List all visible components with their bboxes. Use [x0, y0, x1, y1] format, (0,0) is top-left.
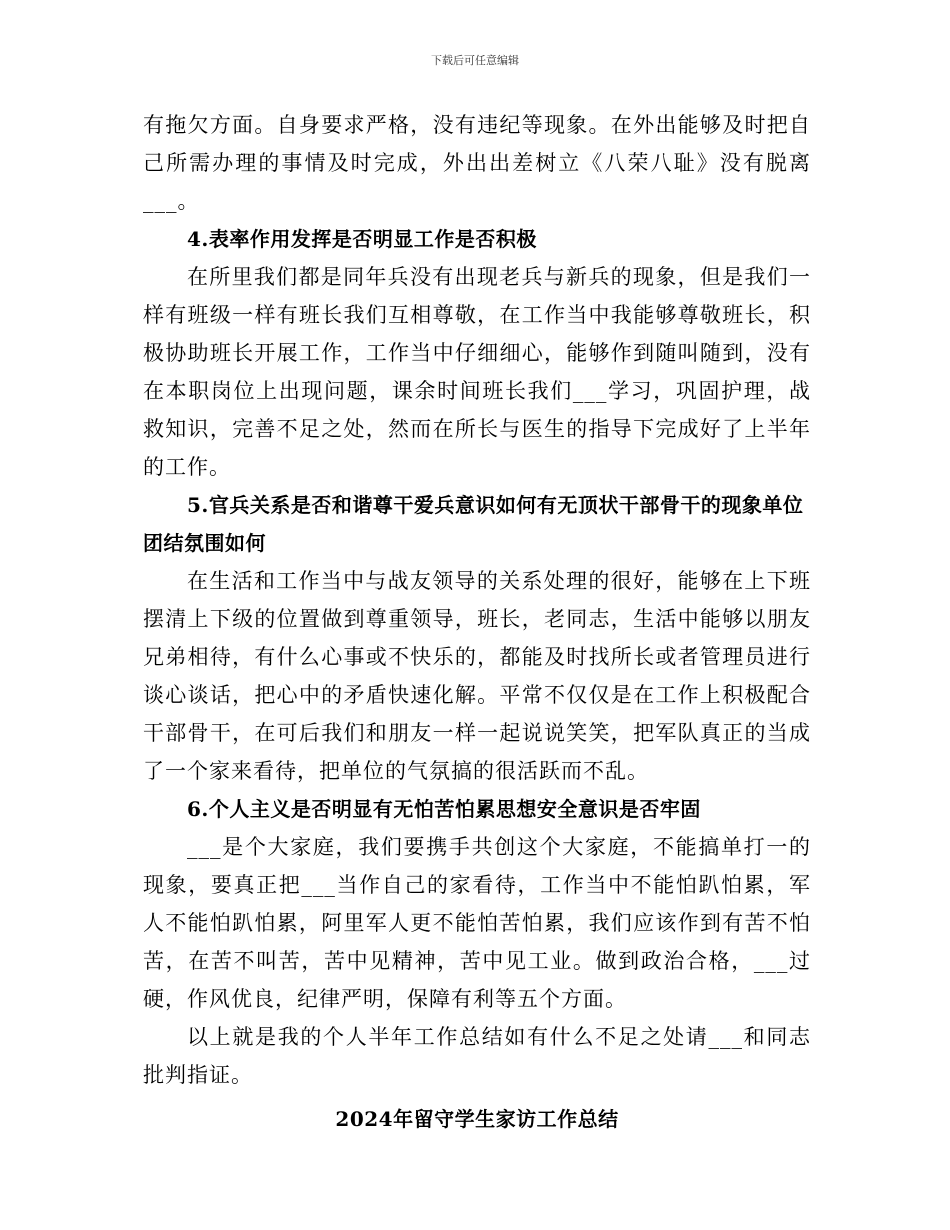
paragraph: 在所里我们都是同年兵没有出现老兵与新兵的现象，但是我们一样有班级一样有班长我们互相尊敬，在工作当中我能够尊敬班长，积极协助班长开展工作，工作当中仔细细心，能够作到随叫随到，没有在本职岗位上出现问题，课余时间班长我们___学习，巩固护理，战救知识，完善不足之处，然而在所长与医生的指导下完成好了上半年的工作。 [143, 265, 811, 479]
paragraph: 在生活和工作当中与战友领导的关系处理的很好，能够在上下班摆清上下级的位置做到尊重领导，班长，老同志，生活中能够以朋友兄弟相待，有什么心事或不快乐的，都能及时找所长或者管理员进行谈心谈话，把心中的矛盾快速化解。平常不仅仅是在工作上积极配合干部骨干，在可后我们和朋友一样一起说说笑笑，把军队真正的当成了一个家来看待，把单位的气氛搞的很活跃而不乱。 [143, 569, 811, 783]
document-body [143, 106, 811, 1138]
page-header: 下载后可任意编辑 [431, 54, 519, 67]
section-heading: 6.个人主义是否明显有无怕苦怕累思想安全意识是否牢固 [187, 797, 701, 821]
paragraph: 有拖欠方面。自身要求严格，没有违纪等现象。在外出能够及时把自己所需办理的事情及时完成，外出出差树立《八荣八耻》没有脱离___。 [143, 113, 811, 213]
paragraph: 以上就是我的个人半年工作总结如有什么不足之处请___和同志批判指证。 [143, 1025, 811, 1087]
section-heading: 4.表率作用发挥是否明显工作是否积极 [187, 227, 537, 251]
paragraph: ___是个大家庭，我们要携手共创这个大家庭，不能搞单打一的现象，要真正把___当作自己的家看待，工作当中不能怕趴怕累，军人不能怕趴怕累，阿里军人更不能怕苦怕累，我们应该作到有苦不怕苦，在苦不叫苦，苦中见精神，苦中见工业。做到政治合格，___过硬，作风优良，纪律严明，保障有利等五个方面。 [143, 835, 811, 1011]
document-title: 2024年留守学生家访工作总结 [335, 1107, 619, 1131]
section-heading: 5.官兵关系是否和谐尊干爱兵意识如何有无顶状干部骨干的现象单位团结氛围如何 [143, 493, 804, 555]
